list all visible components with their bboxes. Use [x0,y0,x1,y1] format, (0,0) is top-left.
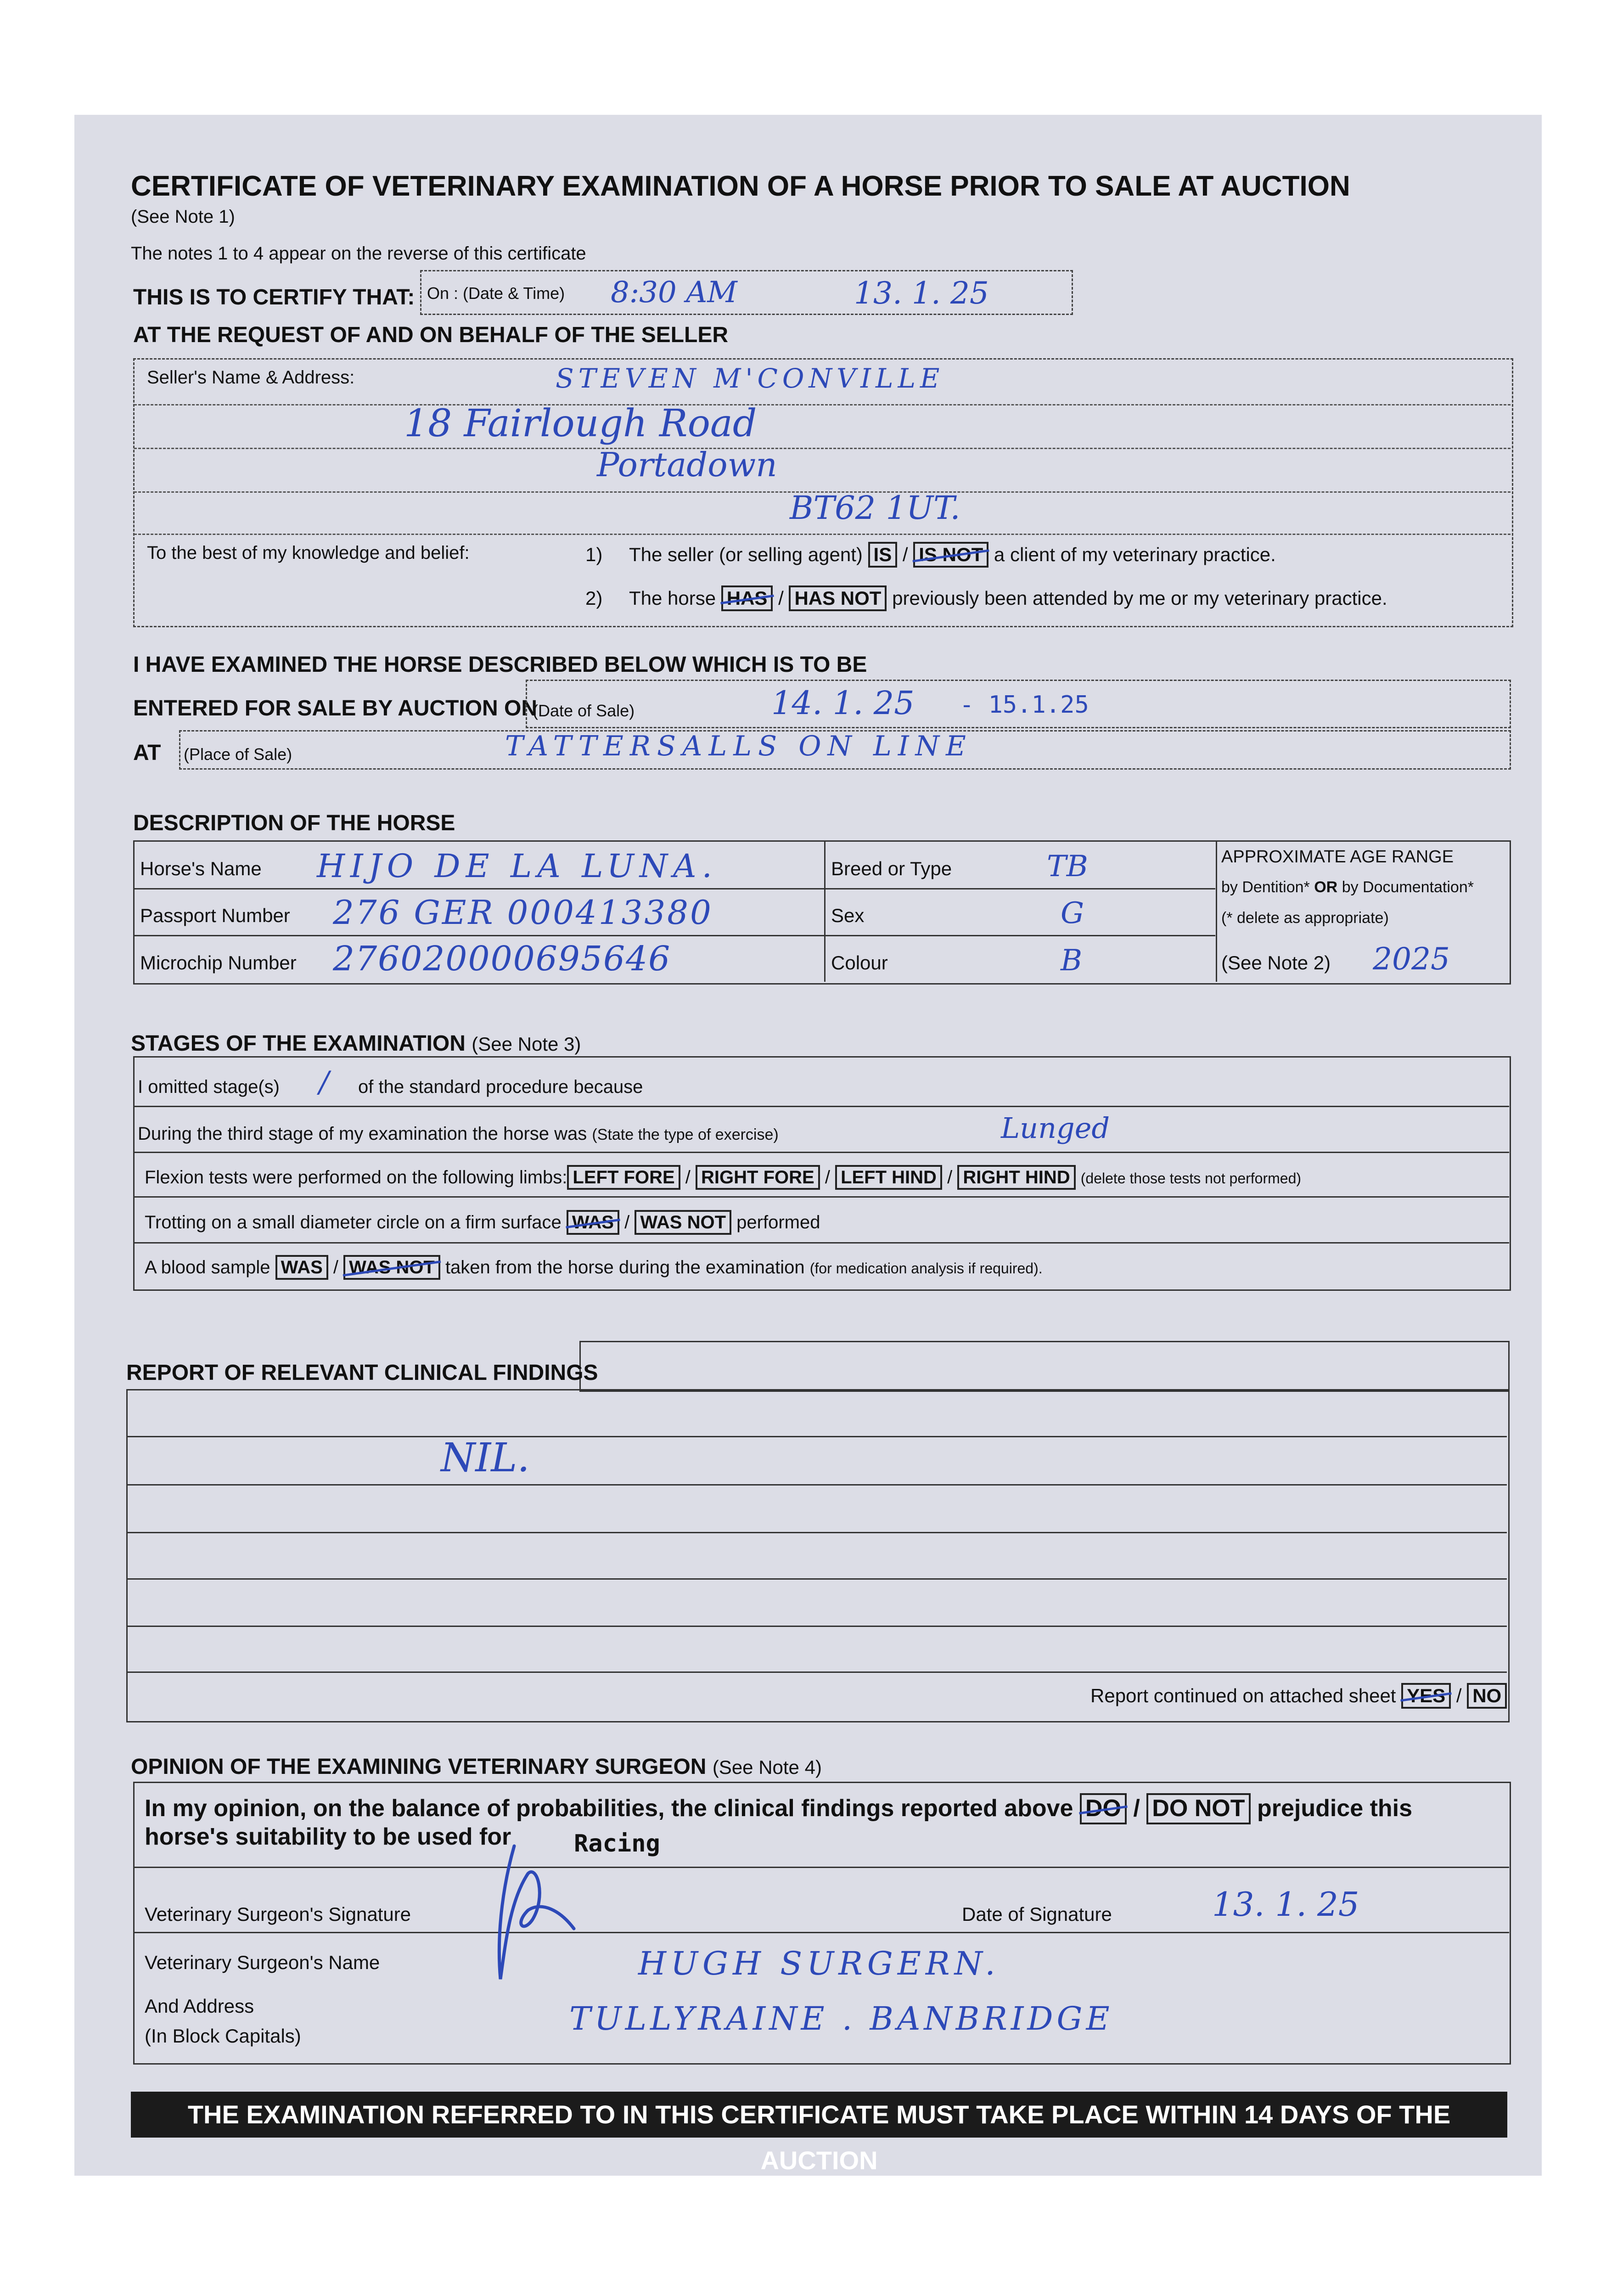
opinion-do-option[interactable]: DO [1080,1793,1127,1824]
at-label: AT [133,741,161,765]
opinion-do-not-option[interactable]: DO NOT [1146,1793,1250,1824]
age-see-note-2: (See Note 2) [1221,952,1331,974]
flexion-note: (delete those tests not performed) [1080,1170,1302,1187]
stages-line-2 [134,1152,1509,1153]
entered-label: ENTERED FOR SALE BY AUCTION ON [133,696,538,720]
trotting-was-not-option[interactable]: WAS NOT [635,1210,731,1235]
report-heading: REPORT OF RELEVANT CLINICAL FINDINGS [126,1361,598,1385]
report-continued-yes[interactable]: YES [1401,1683,1451,1709]
knowledge-label: To the best of my knowledge and belief: [147,543,470,563]
item-1-text: The seller (or selling agent) [629,544,863,565]
horse-name: HIJO DE LA LUNA. [317,847,718,885]
footer-notice: THE EXAMINATION REFERRED TO IN THIS CERTIFICATE MUST TAKE PLACE WITHIN 14 DAYS OF THE AUCTION [131,2092,1507,2138]
opinion-heading-note: (See Note 4) [712,1756,822,1778]
opinion-line-1 [134,1867,1509,1868]
report-continued-sep: / [1456,1685,1462,1706]
blood-was-not-option[interactable]: WAS NOT [343,1255,440,1280]
item-1-separator: / [902,544,908,565]
opinion-heading-line [131,1754,822,1779]
stages-line-1 [134,1106,1509,1107]
blood-label: A blood sample [145,1257,270,1277]
report-continued-label: Report continued on attached sheet [1090,1685,1396,1706]
seller-name-label: Seller's Name & Address: [147,367,355,388]
report-continued-row [1090,1683,1507,1709]
age-value: 2025 [1373,941,1450,977]
vet-name: HUGH SURGERN. [638,1945,1000,1982]
certify-label: THIS IS TO CERTIFY THAT: [133,285,415,310]
flexion-right-fore[interactable]: RIGHT FORE [696,1165,820,1190]
breed-value: TB [1047,850,1088,884]
third-stage-row [138,1124,779,1144]
omitted-post: of the standard procedure because [358,1077,643,1097]
blood-post: taken from the horse during the examination [445,1257,805,1277]
flexion-sep-2: / [825,1167,830,1187]
breed-label: Breed or Type [831,858,952,879]
certificate-title: CERTIFICATE OF VETERINARY EXAMINATION OF A HORSE PRIOR TO SALE AT AUCTION [131,170,1350,202]
blood-hint: (for medication analysis if required). [809,1260,1043,1277]
omitted-value: / [319,1065,329,1099]
blood-was-option[interactable]: WAS [275,1255,328,1280]
item-2-post: previously been attended by me or my veterinary practice. [892,587,1387,609]
age-delete-note: (* delete as appropriate) [1221,909,1389,927]
trotting-sep: / [624,1212,630,1232]
omitted-row [138,1077,280,1097]
desc-col-line-2 [1216,841,1217,982]
third-stage-hint: (State the type of exercise) [592,1126,779,1143]
sex-value: G [1061,896,1084,930]
seller-address-line-3: BT62 1UT. [790,489,960,527]
colour-value: B [1061,944,1083,978]
vet-address: TULLYRAINE . BANBRIDGE [569,2000,1113,2037]
trotting-label: Trotting on a small diameter circle on a firm surface [145,1212,562,1232]
age-method [1221,878,1474,896]
desc-row-line-2 [134,935,1215,936]
item-1-number: 1) [585,544,603,565]
seller-name: STEVEN M'CONVILLE [556,363,944,394]
clinical-finding: NIL. [441,1435,530,1481]
colour-label: Colour [831,952,888,974]
item-2-number: 2) [585,587,603,609]
horse-attended-statement [585,585,1387,611]
date-of-sale: 14. 1. 25 [771,684,915,722]
place-of-sale-label: (Place of Sale) [184,745,292,764]
stages-heading-line [131,1031,581,1056]
seller-address-line-2: Portadown [597,445,777,484]
seller-is-option[interactable]: IS [868,542,898,568]
report-continued-no[interactable]: NO [1467,1683,1507,1709]
report-line-3 [127,1532,1507,1533]
date-of-sale-label: (Date of Sale) [533,701,635,720]
microchip-number: 276020000695646 [333,939,671,979]
sex-label: Sex [831,905,865,926]
date-of-signature-label: Date of Signature [962,1903,1112,1925]
report-line-2 [127,1484,1507,1486]
age-range-heading: APPROXIMATE AGE RANGE [1221,847,1454,867]
opinion-line1-post: prejudice this [1257,1795,1413,1822]
vet-signature [477,1832,588,1988]
trotting-row [145,1210,820,1235]
exam-date: 13. 1. 25 [854,276,989,311]
vet-name-label: Veterinary Surgeon's Name [145,1952,380,1973]
flexion-left-hind[interactable]: LEFT HIND [835,1165,942,1190]
microchip-label: Microchip Number [140,952,297,974]
flexion-right-hind[interactable]: RIGHT HIND [957,1165,1075,1190]
vet-address-label: And Address [145,1995,254,2017]
opinion-line1: In my opinion, on the balance of probabilities, the clinical findings reported above [145,1795,1073,1822]
item-1-post: a client of my veterinary practice. [994,544,1276,565]
trotting-post: performed [736,1212,820,1232]
date-of-signature: 13. 1. 25 [1212,1885,1359,1924]
age-or: OR [1314,878,1338,896]
passport-label: Passport Number [140,905,290,926]
notes-text: The notes 1 to 4 appear on the reverse of this certificate [131,243,586,264]
vet-address-label-2: (In Block Capitals) [145,2025,301,2047]
flexion-left-fore[interactable]: LEFT FORE [567,1165,680,1190]
place-of-sale: TATTERSALLS ON LINE [505,730,972,762]
stages-line-3 [134,1196,1509,1198]
third-stage-exercise: Lunged [1001,1111,1110,1145]
item-2-text: The horse [629,587,716,609]
seller-is-not-option[interactable]: IS NOT [913,542,988,568]
description-heading: DESCRIPTION OF THE HORSE [133,811,455,835]
stages-line-4 [134,1242,1509,1244]
date-of-sale-typed: - 15.1.25 [960,691,1089,719]
opinion-heading: OPINION OF THE EXAMINING VETERINARY SURGEON [131,1755,707,1779]
trotting-was-option[interactable]: WAS [567,1210,619,1235]
flexion-row [145,1165,1301,1190]
seller-address-line-1: 18 Fairlough Road [404,402,757,445]
stages-heading: STAGES OF THE EXAMINATION [131,1031,466,1056]
horse-name-label: Horse's Name [140,858,262,879]
omitted-label: I omitted stage(s) [138,1077,280,1097]
opinion-statement [145,1793,1412,1824]
third-stage-label: During the third stage of my examination the horse was [138,1124,587,1144]
report-line-6 [127,1671,1507,1673]
desc-row-line-1 [134,888,1215,889]
seller-client-statement [585,542,1276,568]
blood-sep: / [333,1257,339,1277]
request-heading: AT THE REQUEST OF AND ON BEHALF OF THE SELLER [133,323,728,347]
report-line-5 [127,1626,1507,1627]
examined-heading: I HAVE EXAMINED THE HORSE DESCRIBED BELOW WHICH IS TO BE [133,653,867,677]
suitability-use: Racing [574,1830,660,1857]
item-2-separator: / [778,587,784,609]
age-by-documentation: by Documentation* [1342,878,1474,896]
opinion-line-2 [134,1932,1509,1933]
horse-has-not-option[interactable]: HAS NOT [789,585,887,611]
opinion-sep: / [1133,1795,1140,1822]
desc-col-line-1 [824,841,826,982]
seller-line-4 [134,534,1511,535]
report-line-4 [127,1578,1507,1580]
signature-label: Veterinary Surgeon's Signature [145,1903,411,1925]
see-note-1: (See Note 1) [131,207,235,227]
stages-heading-note: (See Note 3) [472,1033,581,1055]
flexion-sep-1: / [685,1167,691,1187]
horse-has-option[interactable]: HAS [721,585,773,611]
blood-row [145,1255,1043,1280]
seller-line-2 [134,448,1511,449]
on-date-time-label: On : (Date & Time) [427,284,565,303]
exam-time: 8:30 AM [611,276,737,310]
report-header-box [579,1341,1510,1392]
report-line-1 [127,1436,1507,1437]
seller-line-1 [134,404,1511,405]
passport-number: 276 GER 000413380 [333,893,713,932]
flexion-sep-3: / [947,1167,953,1187]
opinion-line2: horse's suitability to be used for [145,1823,511,1850]
flexion-label: Flexion tests were performed on the following limbs: [145,1167,567,1187]
age-by-dentition: by Dentition* [1221,878,1310,896]
